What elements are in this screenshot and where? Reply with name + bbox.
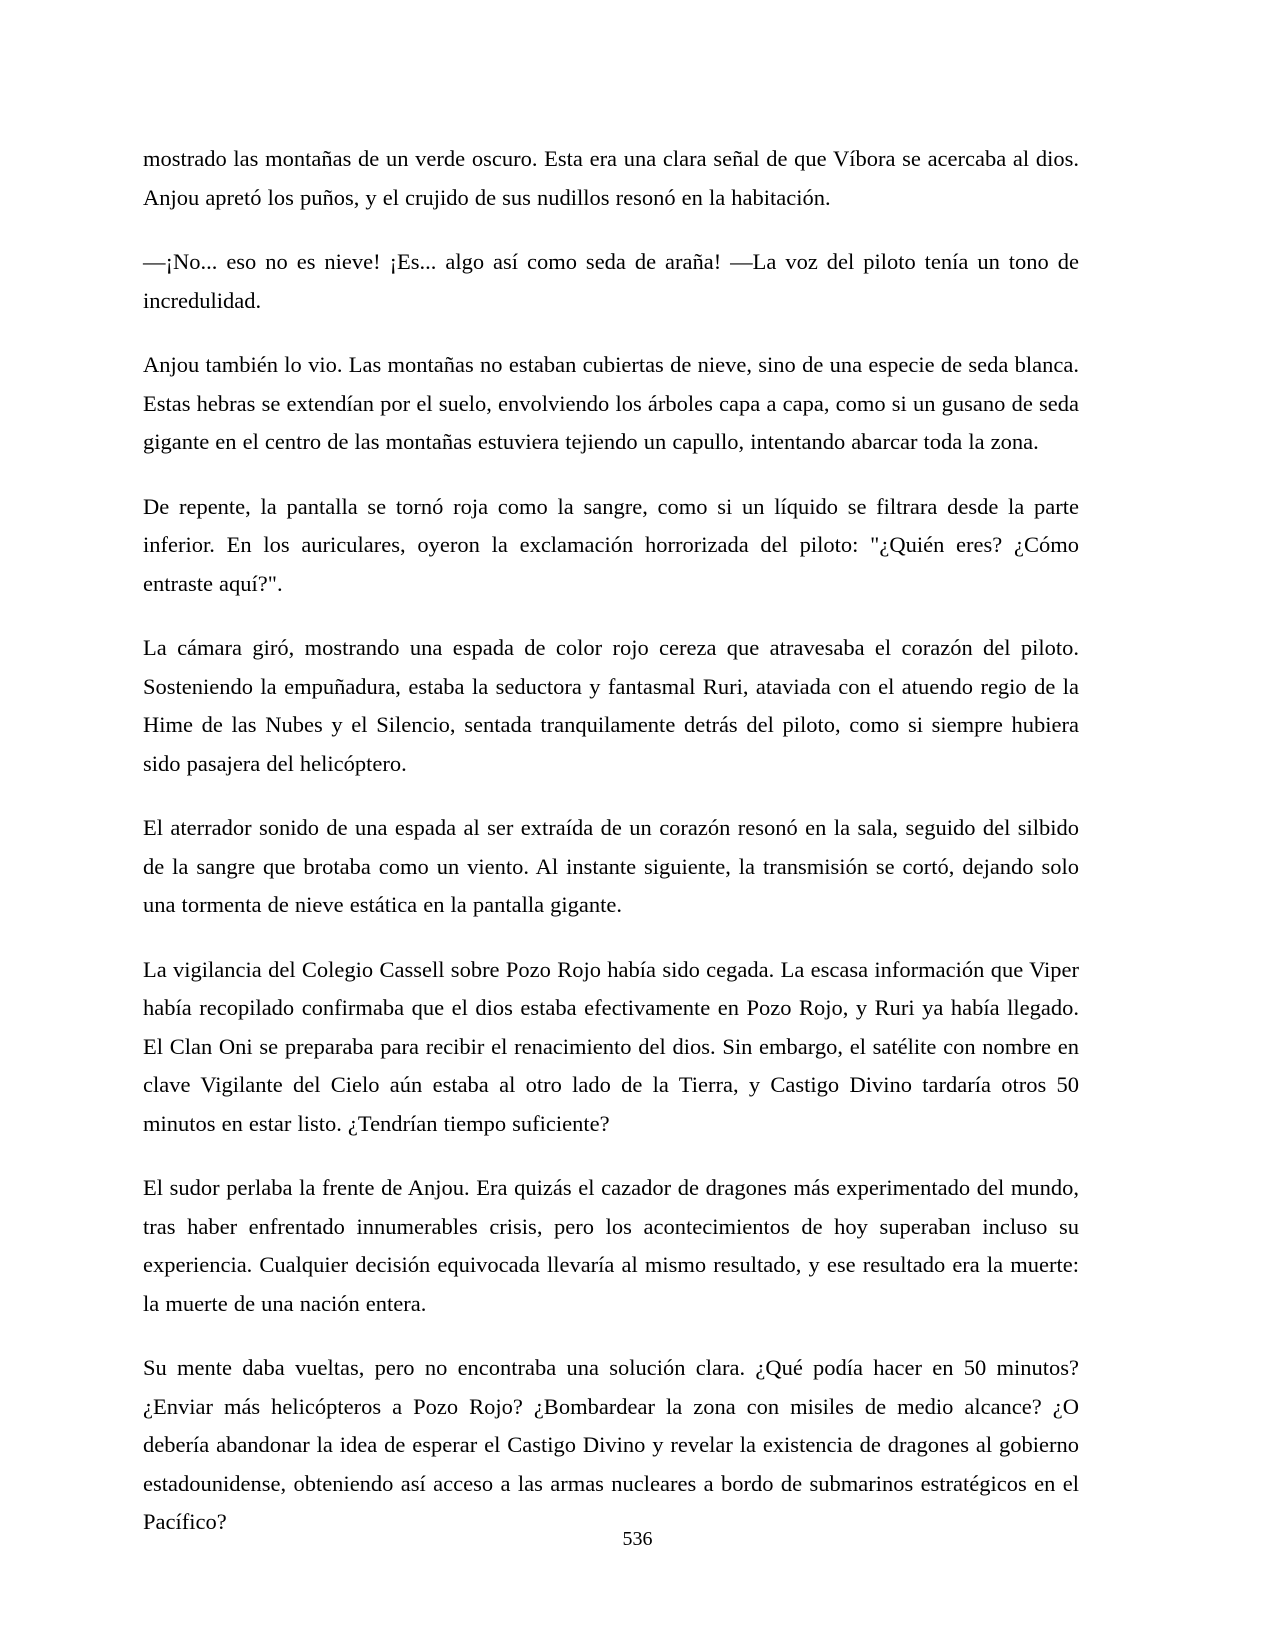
paragraph: De repente, la pantalla se tornó roja como la sangre, como si un líquido se filtrara desde la parte inferior. En los auriculares, oyeron la exclamación horrorizada del piloto: "¿Quién eres? ¿Cómo entraste aquí?". [143,493,1079,596]
page-number: 536 [622,1528,653,1550]
paragraph: —¡No... eso no es nieve! ¡Es... algo así como seda de araña! —La voz del piloto tenía un tono de incredulidad. [143,249,1079,313]
paragraph: El sudor perlaba la frente de Anjou. Era quizás el cazador de dragones más experimentado del mundo, tras haber enfrentado innumerables crisis, pero los acontecimientos de hoy superaban incluso su experiencia. Cualquier decisión equivocada llevaría al mismo resultado, y ese resultado era la muerte: la muerte de una nación entera. [143,1175,1079,1316]
paragraph: Anjou también lo vio. Las montañas no estaban cubiertas de nieve, sino de una especie de seda blanca. Estas hebras se extendían por el suelo, envolviendo los árboles capa a capa, como si un gusano de seda gigante en el centro de las montañas estuviera tejiendo un capullo, intentando abarcar toda la zona. [143,352,1079,454]
paragraph: mostrado las montañas de un verde oscuro. Esta era una clara señal de que Víbora se acercaba al dios. Anjou apretó los puños, y el crujido de sus nudillos resonó en la habitación. [143,146,1079,210]
paragraph: El aterrador sonido de una espada al ser extraída de un corazón resonó en la sala, seguido del silbido de la sangre que brotaba como un viento. Al instante siguiente, la transmisión se cortó, dejando solo una tormenta de nieve estática en la pantalla gigante. [143,815,1079,917]
paragraph: Su mente daba vueltas, pero no encontraba una solución clara. ¿Qué podía hacer en 50 minutos? ¿Enviar más helicópteros a Pozo Rojo? ¿Bombardear la zona con misiles de medio alcance? ¿O debería abandonar la idea de esperar el Castigo Divino y revelar la existencia de dragones al gobierno estadounidense, obteniendo así acceso a las armas nucleares a bordo de submarinos estratégicos en el Pacífico? [143,1355,1079,1534]
page-body-text [143,140,1079,1542]
paragraph: La vigilancia del Colegio Cassell sobre Pozo Rojo había sido cegada. La escasa información que Viper había recopilado confirmaba que el dios estaba efectivamente en Pozo Rojo, y Ruri ya había llegado. El Clan Oni se preparaba para recibir el renacimiento del dios. Sin embargo, el satélite con nombre en clave Vigilante del Cielo aún estaba al otro lado de la Tierra, y Castigo Divino tardaría otros 50 minutos en estar listo. ¿Tendrían tiempo suficiente? [143,956,1079,1136]
paragraph: La cámara giró, mostrando una espada de color rojo cereza que atravesaba el corazón del piloto. Sosteniendo la empuñadura, estaba la seductora y fantasmal Ruri, ataviada con el atuendo regio de la Hime de las Nubes y el Silencio, sentada tranquilamente detrás del piloto, como si siempre hubiera sido pasajera del helicóptero. [143,635,1079,776]
